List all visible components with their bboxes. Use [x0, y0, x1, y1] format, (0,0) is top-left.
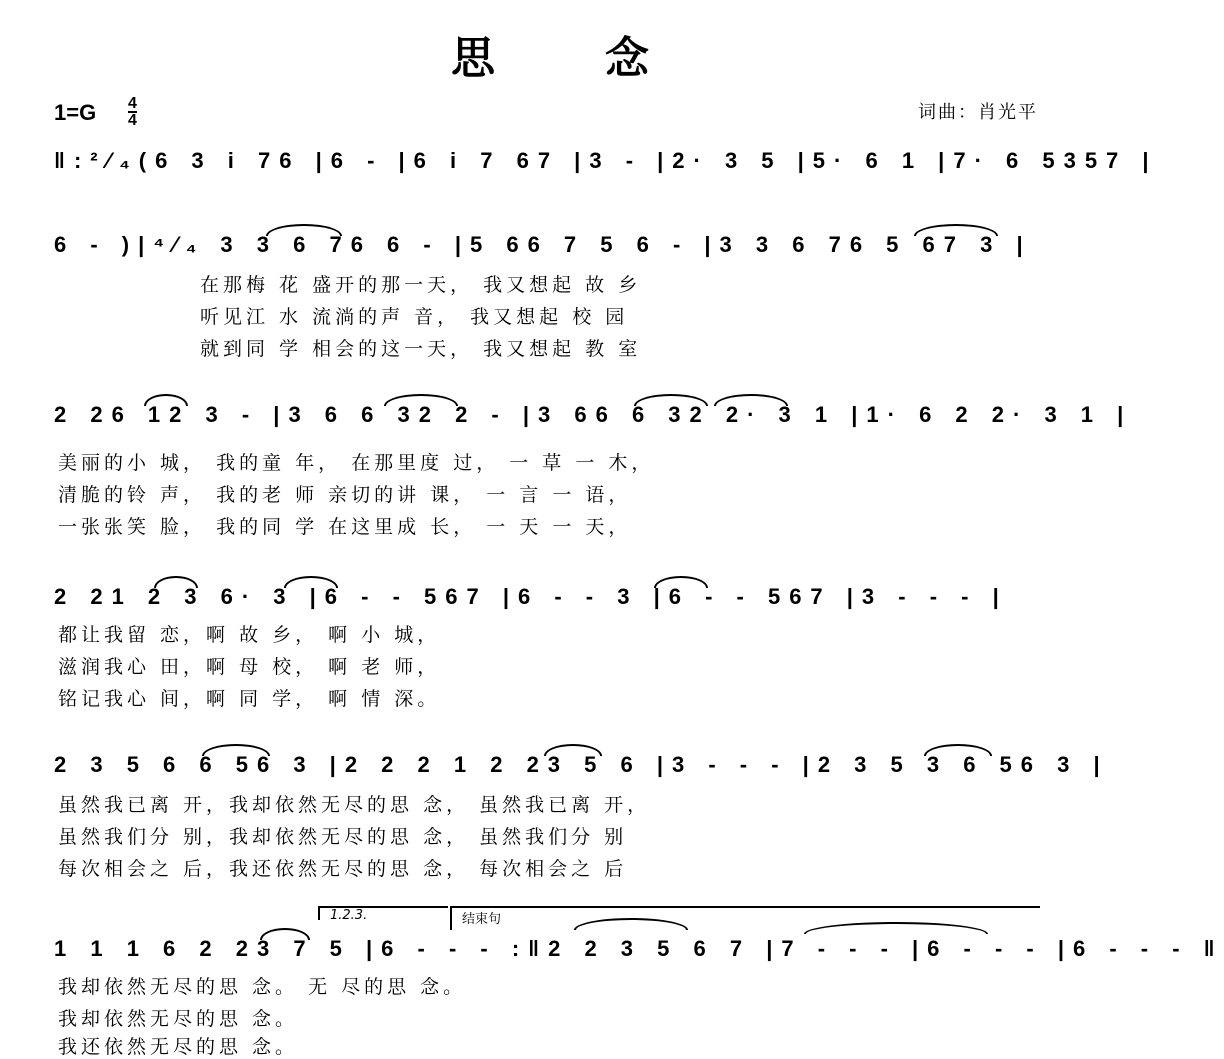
slur	[202, 744, 270, 756]
time-signature-bottom: 4	[128, 112, 137, 129]
lyric-line-2-verse-2: 听见江 水 流淌的声 音， 我又想起 校 园	[200, 306, 629, 328]
slur	[634, 394, 708, 406]
score-line-1	[54, 148, 1158, 208]
notation-line-3: 2 26 12 3 - |3 6 6 32 2 - |3 66 6 32 2· 3 1 |1· 6 2 2· 3 1 |	[54, 402, 1133, 427]
slur	[544, 744, 602, 756]
notation-line-6: 1 1 1 6 2 23 7 5 |6 - - - :‖2 2 3 5 6 7 |7 - - - |6 - - - |6 - - - ‖	[54, 936, 1224, 961]
slur	[154, 576, 198, 588]
slur	[144, 394, 188, 406]
composer-credit: 词曲：肖光平	[918, 102, 1038, 123]
lyric-line-5-verse-2: 虽然我们分 别，我却依然无尽的思 念， 虽然我们分 别	[58, 826, 628, 848]
time-signature	[128, 96, 137, 128]
lyric-line-3-verse-3: 一张张笑 脸， 我的同 学 在这里成 长， 一 天 一 天，	[58, 516, 632, 538]
lyric-line-3-verse-1: 美丽的小 城， 我的童 年， 在那里度 过， 一 草 一 木，	[58, 452, 655, 474]
key-signature: 1=G	[54, 100, 97, 125]
notation-line-2: 6 - )|⁴⁄₄ 3 3 6 76 6 - |5 66 7 5 6 - |3 3 6 76 5 67 3 |	[54, 232, 1032, 257]
volta-bracket-2	[450, 906, 1040, 908]
slur	[266, 224, 342, 236]
coda-label: 结束句	[462, 912, 502, 927]
lyric-line-5-verse-1: 虽然我已离 开，我却依然无尽的思 念， 虽然我已离 开，	[58, 794, 651, 816]
lyric-line-6-verse-1: 我却依然无尽的思 念。 无 尽的思 念。	[58, 976, 467, 998]
notation-line-5: 2 3 5 6 6 56 3 |2 2 2 1 2 23 5 6 |3 - - - |2 3 5 3 6 56 3 |	[54, 752, 1109, 777]
slur	[260, 928, 310, 940]
lyric-line-4-verse-2: 滋润我心 田，啊 母 校， 啊 老 师，	[58, 656, 441, 678]
slur	[284, 576, 338, 588]
slur	[914, 224, 998, 236]
volta-1-label: 1.2.3.	[330, 908, 368, 923]
lyric-line-4-verse-1: 都让我留 恋，啊 故 乡， 啊 小 城，	[58, 624, 441, 646]
slur	[714, 394, 788, 406]
slur	[384, 394, 458, 406]
lyric-line-5-verse-3: 每次相会之 后，我还依然无尽的思 念， 每次相会之 后	[58, 858, 628, 880]
volta-bracket-start	[318, 906, 320, 920]
lyric-line-2-verse-3: 就到同 学 相会的这一天， 我又想起 教 室	[200, 338, 642, 360]
volta-bracket-2-start	[450, 906, 452, 930]
time-signature-top: 4	[128, 95, 137, 112]
song-title: 思念	[451, 33, 759, 84]
notation-line-4: 2 21 2 3 6· 3 |6 - - 567 |6 - - 3 |6 - - 567 |3 - - - |	[54, 584, 1008, 609]
lyric-line-2-verse-1: 在那梅 花 盛开的那一天， 我又想起 故 乡	[200, 274, 642, 296]
lyric-line-6-verse-3: 我还依然无尽的思 念。	[58, 1036, 299, 1058]
slur	[574, 918, 688, 930]
slur	[654, 576, 708, 588]
slur	[924, 744, 992, 756]
notation-line-1: ‖:²⁄₄(6 3 i 76 |6 - |6 i 7 67 |3 - |2· 3 5 |5· 6 1 |7· 6 5357 |	[54, 148, 1158, 173]
lyric-line-6-verse-2: 我却依然无尽的思 念。	[58, 1008, 299, 1030]
lyric-line-3-verse-2: 清脆的铃 声， 我的老 师 亲切的讲 课， 一 言 一 语，	[58, 484, 632, 506]
lyric-line-4-verse-3: 铭记我心 间，啊 同 学， 啊 情 深。	[58, 688, 441, 710]
slur	[804, 922, 988, 934]
